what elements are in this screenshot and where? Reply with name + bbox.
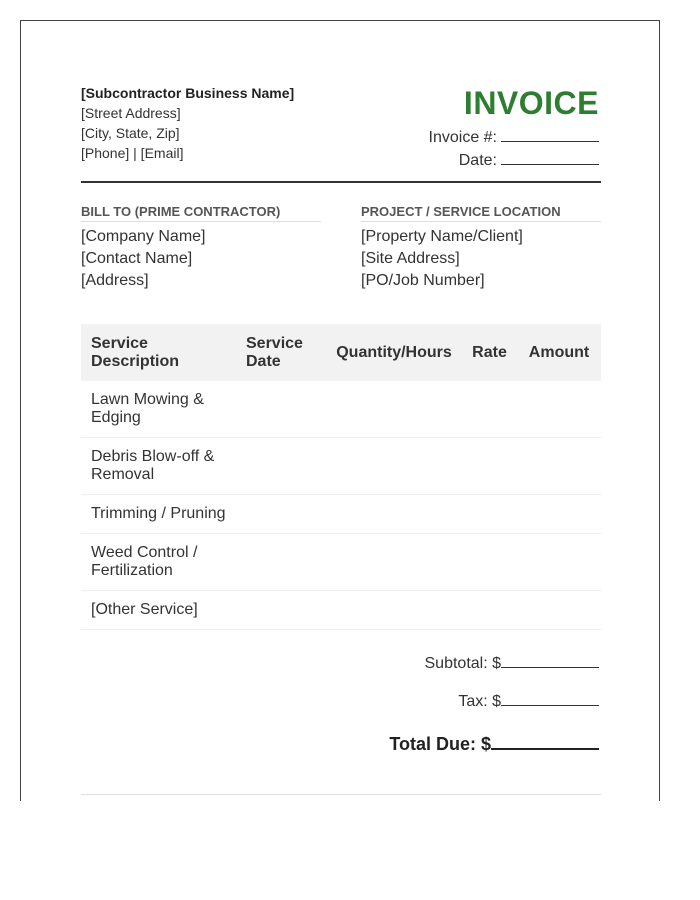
col-header-date: Service Date — [236, 324, 326, 381]
bill-to-heading: BILL TO (PRIME CONTRACTOR) — [81, 204, 321, 222]
invoice-number-row — [429, 126, 599, 149]
bill-to-contact: [Contact Name] — [81, 250, 193, 267]
cell-rate[interactable] — [462, 438, 517, 495]
cell-date[interactable] — [236, 381, 326, 438]
col-header-rate: Rate — [462, 324, 517, 381]
invoice-title: INVOICE — [463, 85, 599, 121]
col-header-amount: Amount — [517, 324, 601, 381]
bill-to-section — [81, 204, 321, 292]
cell-description: Debris Blow-off & Removal — [81, 438, 236, 495]
tax-label: Tax: $ — [458, 693, 501, 710]
invoice-meta — [429, 126, 599, 172]
table-row — [81, 591, 601, 630]
cell-rate[interactable] — [462, 591, 517, 630]
cell-description: Trimming / Pruning — [81, 495, 236, 534]
cell-quantity[interactable] — [326, 591, 462, 630]
cell-date[interactable] — [236, 438, 326, 495]
cell-rate[interactable] — [462, 534, 517, 591]
service-table — [81, 324, 601, 630]
sender-business-name: [Subcontractor Business Name] — [81, 85, 295, 101]
location-property: [Property Name/Client] — [361, 228, 523, 245]
sender-contact: [Phone] | [Email] — [81, 145, 184, 161]
tax-row — [299, 690, 599, 711]
cell-amount[interactable] — [517, 591, 601, 630]
invoice-page — [20, 20, 660, 801]
cell-amount[interactable] — [517, 438, 601, 495]
table-header-row — [81, 324, 601, 381]
cell-description: [Other Service] — [81, 591, 236, 630]
cell-amount[interactable] — [517, 495, 601, 534]
service-location-section — [361, 204, 601, 292]
table-row — [81, 438, 601, 495]
total-due-field[interactable] — [491, 731, 599, 750]
location-site-address: [Site Address] — [361, 250, 460, 267]
cell-description: Lawn Mowing & Edging — [81, 381, 236, 438]
subtotal-label: Subtotal: $ — [424, 655, 501, 672]
cell-quantity[interactable] — [326, 381, 462, 438]
cell-rate[interactable] — [462, 381, 517, 438]
invoice-date-label: Date: — [458, 152, 497, 169]
invoice-date-row — [429, 149, 599, 172]
cell-date[interactable] — [236, 534, 326, 591]
service-location-heading: PROJECT / SERVICE LOCATION — [361, 204, 601, 222]
cell-quantity[interactable] — [326, 495, 462, 534]
bill-to-address: [Address] — [81, 272, 149, 289]
cell-date[interactable] — [236, 591, 326, 630]
tax-field[interactable] — [501, 690, 599, 706]
cell-amount[interactable] — [517, 381, 601, 438]
invoice-date-field[interactable] — [501, 149, 599, 165]
sender-street: [Street Address] — [81, 105, 181, 121]
sender-info — [81, 83, 294, 163]
table-row — [81, 381, 601, 438]
cell-description: Weed Control / Fertilization — [81, 534, 236, 591]
subtotal-row — [299, 652, 599, 673]
invoice-number-field[interactable] — [501, 126, 599, 142]
header-divider — [81, 181, 601, 183]
total-due-label: Total Due: $ — [389, 734, 491, 754]
cell-quantity[interactable] — [326, 534, 462, 591]
table-row — [81, 534, 601, 591]
cell-amount[interactable] — [517, 534, 601, 591]
footer-divider — [81, 794, 601, 795]
bill-to-company: [Company Name] — [81, 228, 206, 245]
cell-date[interactable] — [236, 495, 326, 534]
cell-rate[interactable] — [462, 495, 517, 534]
col-header-description: Service Description — [81, 324, 236, 381]
location-po-job: [PO/Job Number] — [361, 272, 485, 289]
total-due-row — [299, 731, 599, 755]
sender-city-state-zip: [City, State, Zip] — [81, 125, 180, 141]
subtotal-field[interactable] — [501, 652, 599, 668]
invoice-number-label: Invoice #: — [428, 129, 497, 146]
table-row — [81, 495, 601, 534]
cell-quantity[interactable] — [326, 438, 462, 495]
col-header-quantity: Quantity/Hours — [326, 324, 462, 381]
